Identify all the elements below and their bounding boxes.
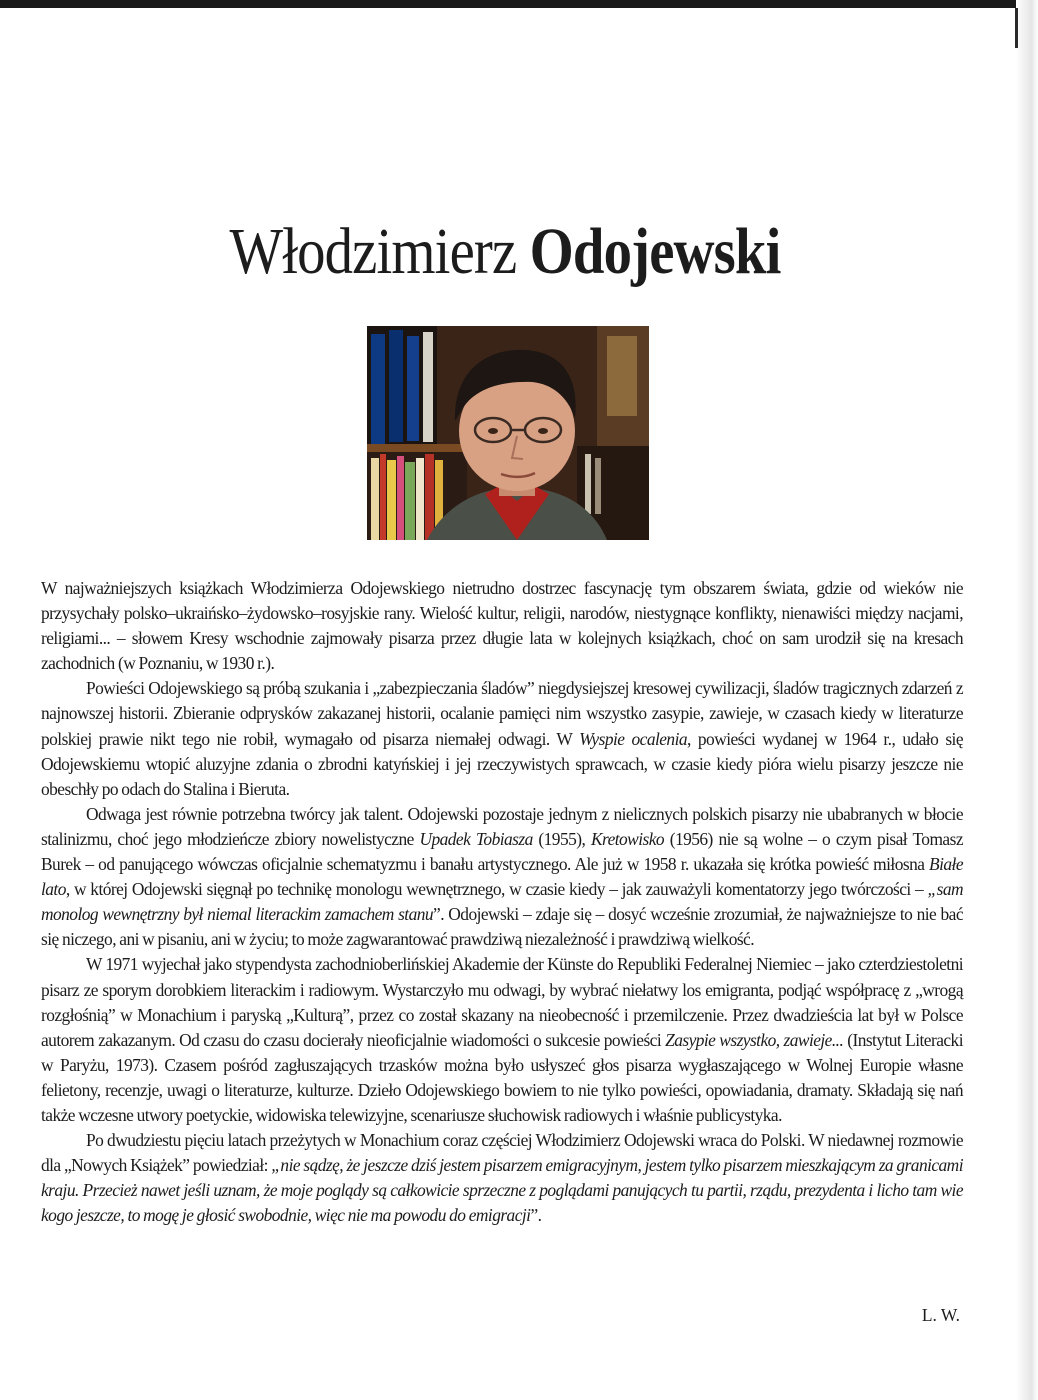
scan-top-border [0, 0, 1038, 8]
text-run: Po dwudziestu pięciu latach przeżytych w Monachium coraz częściej Włodzimierz Odojewski wraca do Polski. W niedawnej rozmowie dla „Nowych Książek” powiedział: [41, 1130, 963, 1176]
author-signature: L. W. [921, 1305, 960, 1325]
article-paragraph [41, 676, 963, 801]
book-right-1 [585, 454, 591, 514]
book-lower-4 [397, 456, 404, 540]
book-lower-5 [405, 462, 415, 540]
book-white [423, 332, 433, 442]
article-paragraph [41, 952, 963, 1128]
author-portrait-photo [367, 326, 649, 540]
text-run: ”. [530, 1205, 542, 1226]
title-first-name: Włodzimierz [229, 215, 517, 288]
text-run: (1955), [532, 828, 591, 849]
book-blue-2 [389, 330, 403, 442]
text-run: W najważniejszych książkach Włodzimierza Odojewskiego nietrudno dostrzec fascynację tym obszarem świata, gdzie od wieków nie przysychały polsko–ukraińsko–żydowsko–rosyjskie rany. Wielość kultur, religii, narodów, niestygnące konflikty, nienawiści między nacjami, religiami... – słowem Kresy wschodnie zajmowały pisarza przez długie lata w kolejnych książkach, choć on sam urodził się na kresach zachodnich (w Poznaniu, w 1930 r.). [41, 578, 963, 674]
scan-edge-mark [1015, 8, 1018, 48]
italic-run: Kretowisko [590, 828, 665, 849]
page-title [71, 212, 940, 292]
italic-run: Upadek Tobiasza [419, 828, 533, 849]
book-lower-2 [380, 454, 386, 540]
book-lower-7 [425, 454, 434, 540]
italic-run: Wyspie ocalenia [579, 728, 687, 749]
text-run: , w której Odojewski sięgnął po technikę monologu wewnętrznego, w czasie kiedy – jak zauważyli komentatorzy jego twórczości – [65, 879, 928, 900]
article-paragraph [41, 1128, 963, 1228]
article-paragraph [41, 576, 963, 676]
italic-run: „nie sądzę, że jeszcze dziś jestem pisarzem emigracyjnym, jestem tylko pisarzem mieszkającym za granicami kraju. Przecież nawet jeśli uznam, że moje poglądy są całkowicie sprzeczne z poglądami panujących tu partii, rządu, prezydenta i licho tam wie kogo jeszcze, to mogę je głosić swobodnie, więc nie ma powodu do emigracji [41, 1155, 963, 1226]
portrait-illustration [367, 326, 649, 540]
book-blue-1 [371, 334, 385, 444]
book-lower-1 [371, 458, 379, 540]
italic-run: Zasypie wszystko, zawieje... [665, 1029, 844, 1050]
picture-right [607, 336, 637, 416]
text-run: (Instytut Literacki w Paryżu, 1973). Czasem pośród zagłuszających trzasków można było usłyszeć głos pisarza wygłaszającego w Wolnej Europie własne felietony, recenzje, uwagi o literaturze, kulturze. Dzieło Odojewskiego bowiem to nie tylko powieści, opowiadania, dramaty. Składają się nań także wczesne utwory poetyckie, widowiska telewizyjne, scenariusze słuchowisk radiowych i właśnie publicystyka. [41, 1029, 963, 1125]
text-run: , powieści wydanej w 1964 r., udało się Odojewskiemu wtopić aluzyjne zdania o zbrodni katyńskiej i jej rzeczywistych sprawcach, w czasie kiedy pióra wielu pisarzy jeszcze nie obeschły po odach do Stalina i Bieruta. [41, 728, 963, 799]
book-right-2 [595, 458, 601, 514]
text-run: (1956) nie są wolne – o czym pisał Tomasz Burek – od panującego wówczas oficjalnie schematyzmu i banału artystycznego. Ale już w 1958 r. ukazała się krótka powieść miłosna [41, 828, 963, 875]
book-blue-3 [407, 336, 419, 441]
title-last-name: Odojewski [529, 215, 781, 288]
article-body [41, 576, 963, 1228]
eye-right [538, 428, 548, 434]
text-run: W 1971 wyjechał jako stypendysta zachodnioberlińskiej Akademie der Künste do Republiki Federalnej Niemiec – jako czterdziestoletni pisarz ze sporym dorobkiem literackim i radiowym. Wystarczyło mu odwagi, by wybrać niełatwy los emigranta, podjąć współpracę z „wrogą rozgłośnią” w Monachium i paryską „Kulturą”, przez co został skazany na nieobecność i przemilczenie. Przez dwadzieścia lat był w Polsce autorem zakazanym. Od czasu do czasu docierały nieoficjalnie wiadomości o sukcesie powieści [41, 954, 963, 1050]
eye-left [488, 428, 498, 434]
text-run: ”. Odojewski – zdaje się – dosyć wcześnie zrozumiał, że najważniejsze to nie bać się niczego, ani w pisaniu, ani w życiu; to może zagwarantować prawdziwą niezależność i prawdziwą wielkość. [41, 904, 963, 950]
text-run: Powieści Odojewskiego są próbą szukania i „zabezpieczania śladów” niegdysiejszej kresowej cywilizacji, śladów tragicznych zdarzeń z najnowszej historii. Zbieranie odprysków zakazanej historii, ocalanie pamięci nim wszystko zasypie, zawieje, w czasach kiedy w literaturze polskiej prawie nikt tego nie robił, wymagało od pisarza niemałej odwagi. W [41, 678, 963, 749]
scan-right-edge [1016, 0, 1038, 1400]
italic-run: „sam monolog wewnętrzny był niemal literackim zamachem stanu [41, 879, 963, 925]
text-run: Odwaga jest równie potrzebna twórcy jak talent. Odojewski pozostaje jednym z nielicznych polskich pisarzy nie ubabranych w błocie stalinizmu, choć jego młodzieńcze zbiory nowelistyczne [41, 803, 963, 849]
article-paragraph [41, 802, 963, 953]
book-lower-3 [387, 460, 396, 540]
italic-run: Białe lato [41, 854, 963, 900]
book-lower-6 [416, 458, 424, 540]
